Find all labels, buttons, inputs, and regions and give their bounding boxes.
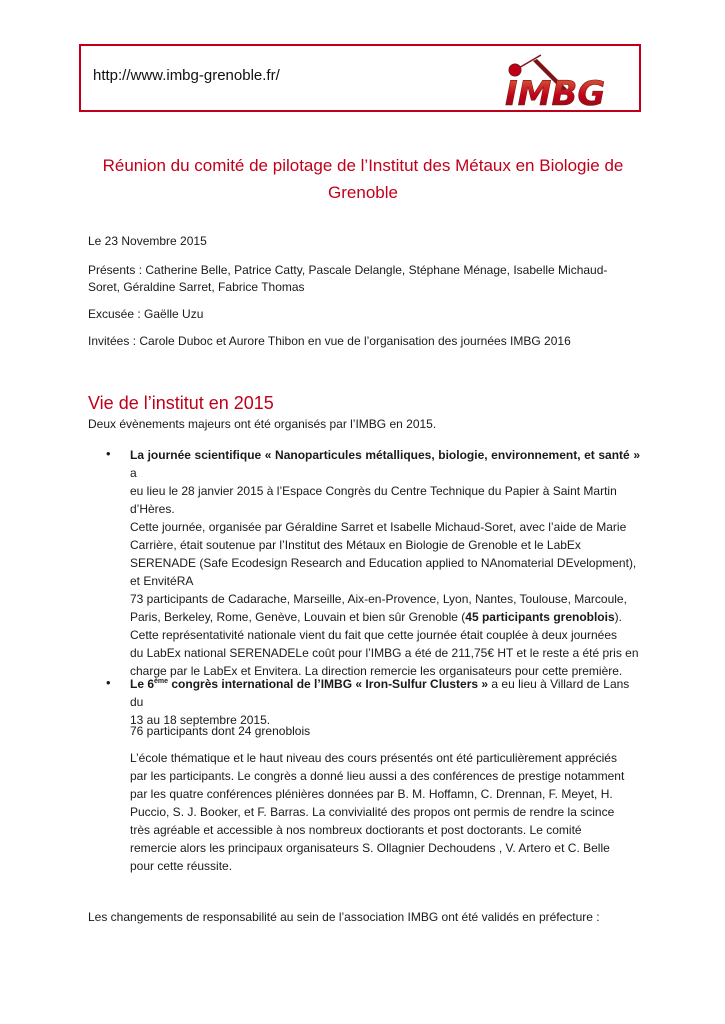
excused: Excusée : Gaëlle Uzu xyxy=(88,307,204,321)
bullet-1-title: La journée scientifique « Nanoparticules métalliques, biologie, environnement, et santé » xyxy=(130,448,640,462)
bullet-2: Le 6ème congrès international de l’IMBG « Iron-Sulfur Clusters » a eu lieu à Villard de Lans du 13 au 18 septembre 2015. xyxy=(130,677,630,727)
document-title: Réunion du comité de pilotage de l’Institut des Métaux en Biologie de Grenoble xyxy=(102,156,624,202)
bullet-2-participants: 76 participants dont 24 grenoblois xyxy=(130,724,311,738)
meeting-date: Le 23 Novembre 2015 xyxy=(88,234,207,248)
bullet-2-title: Le 6ème congrès international de l’IMBG « Iron-Sulfur Clusters » xyxy=(130,677,489,691)
section-heading: Vie de l’institut en 2015 xyxy=(88,393,274,413)
website-url[interactable]: http://www.imbg-grenoble.fr/ xyxy=(93,67,280,84)
imbg-logo-icon xyxy=(501,49,639,109)
bullet-1: La journée scientifique « Nanoparticules métalliques, biologie, environnement, et santé » a eu lieu le 28 janvier 2015 à l’Espace Congrès du Centre Technique du Papier à Saint Martin d’Hères. Cette journée, organisée par Géraldine Sarret et Isabelle Michaud-Soret, avec l’aide de Marie Carrière, était soutenue par l’Institut des Métaux en Biologie de Grenoble et le LabEx SERENADE (Safe Ecodesign Research and Education applied to NAnomaterial DEvelopment), et EnvitéRA 73 participants de Cadarache, Marseille, Aix-en-Provence, Lyon, Nantes, Toulouse, Marcoule, Paris, Berkeley, Rome, Genève, Louvain et bien sûr Grenoble (45 participants grenoblois). Cette représentativité nationale vient du fait que cette journée était couplée à deux journées du LabEx national SERENADELe coût pour l’IMBG a été de 211,75€ HT et le reste a été pris en charge par le LabEx et Envitera. La direction remercie les organisateurs pour cette première. xyxy=(130,448,640,678)
attendees: Présents : Catherine Belle, Patrice Catty, Pascale Delangle, Stéphane Ménage, Isabelle Michaud- Soret, Géraldine Sarret, Fabrice Thomas xyxy=(88,263,608,294)
bullet-2-marker: • xyxy=(106,675,111,690)
closing-text: Les changements de responsabilité au sein de l’association IMBG ont été validés en préfecture : xyxy=(88,910,600,924)
bullet-2-paragraph: L’école thématique et le haut niveau des cours présentés ont été particulièrement appréciés par les participants. Le congrès a donné lieu aussi a des conférences de prestige notamment par les quatre conférences plénières données par B. M. Hoffamn, C. Drennan, F. Meyet, H. Puccio, S. J. Booker, et F. Barras. La convivialité des propos ont permis de rendre la scince très agréable et accessible à nos nombreux doctiorants et post doctorants. Le comité remercie alors les principaux organisateurs S. Ollagnier Dechoudens , V. Artero et C. Belle pour cette réussite. xyxy=(130,751,625,873)
bullet-1-marker: • xyxy=(106,446,111,461)
section-intro: Deux évènements majeurs ont été organisés par l’IMBG en 2015. xyxy=(88,417,437,431)
invited: Invitées : Carole Duboc et Aurore Thibon en vue de l’organisation des journées IMBG 2016 xyxy=(88,334,571,348)
header-box xyxy=(79,44,641,112)
logo-text: IMBG xyxy=(505,74,606,109)
